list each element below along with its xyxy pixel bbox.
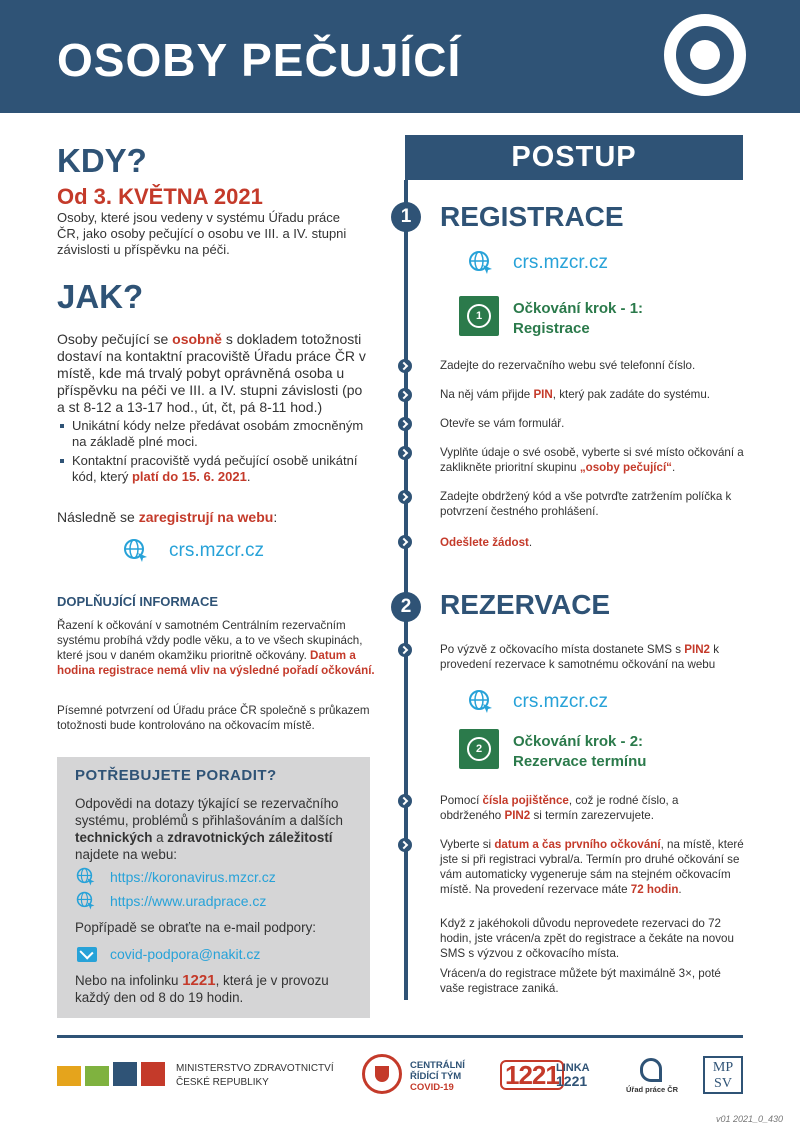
kdy-heading: KDY? [57,142,147,179]
version-code: v01 2021_0_430 [716,1114,784,1124]
linka-logo: 1221 [500,1060,564,1090]
vaccination-step-label: Očkování krok - 1: Registrace [513,300,644,337]
globe-icon [76,891,96,911]
footer-divider [57,1035,743,1038]
dopl-paragraph-2: Písemné potvrzení od Úřadu práce ČR společně s průkazem totožnosti bude kontrolováno na očkovacím místě. [57,704,370,732]
linka-name: LINKA 1221 [556,1062,590,1089]
chevron-right-icon [398,838,412,852]
list-item: Když z jakéhokoli důvodu neprovedete rezervaci do 72 hodin, jste vrácen/a zpět do registrace a čekáte na novou SMS s výzvou z očkovacího místa. [440,917,734,960]
chevron-right-icon [398,388,412,402]
postup-banner [405,135,743,180]
list-item: Vrácen/a do registrace můžete být maximálně 3×, poté vaše registrace zaniká. [440,967,721,995]
dopl-heading: DOPLŇUJÍCÍ INFORMACE [57,594,219,609]
chevron-right-icon [398,359,412,373]
help-heading: POTŘEBUJETE PORADIT? [75,767,277,784]
list-item: Zadejte obdržený kód a vše potvrďte zatržením políčka k potvrzení čestného prohlášení. [440,490,732,518]
kdy-text: Osoby, které jsou vedeny v systému Úřadu práce ČR, jako osoby pečující o osobu ve III. a IV. stupni závislosti u příspěvku na péči. [57,210,347,257]
help-text: Odpovědi na dotazy týkající se rezervačního systému, problémů s přihlašováním a dalších technických a zdravotnických záležitostí najdete na webu: [75,796,343,862]
list-item: Vyplňte údaje o své osobě, vyberte si své místo očkování a zaklikněte prioritní skupinu „osoby pečující“. [440,446,744,474]
web-link[interactable]: crs.mzcr.cz [513,252,608,273]
step-badge-number: 1 [467,304,491,328]
chevron-right-icon [398,643,412,657]
chevron-right-icon [398,446,412,460]
list-item: Odešlete žádost. [440,536,533,549]
vaccination-step-label: Očkování krok - 2: Rezervace termínu [513,733,647,770]
kdy-date: Od 3. KVĚTNA 2021 [57,184,263,209]
chevron-right-icon [398,794,412,808]
chevron-right-icon [398,490,412,504]
mpsv-logo: MP SV [703,1056,743,1094]
jak-bullets [58,418,376,488]
mzcr-name: MINISTERSTVO ZDRAVOTNICTVÍ ČESKÉ REPUBLIKY [176,1063,334,1088]
list-item: Pomocí čísla pojištěnce, což je rodné číslo, a obdrženého PIN2 si termín zarezervujete. [440,794,679,822]
uradprace-link[interactable]: https://www.uradprace.cz [110,893,267,909]
list-item: Po výzvě z očkovacího místa dostanete SMS s PIN2 k provedení rezervace k samotnému očkování na webu [440,643,720,671]
dopl-paragraph-1: Řazení k očkování v samotném Centrálním rezervačním systému probíhá vždy podle věku, a to ve všech skupinách, které jsou v daném okamžiku prioritně očkovány. Datum a hodina registrace nemá vliv na výsledné pořadí očkování. [57,619,375,677]
mail-text: Popřípadě se obraťte na e-mail podpory: [75,920,316,935]
koronavirus-link[interactable]: https://koronavirus.mzcr.cz [110,869,276,885]
list-item: Na něj vám přijde PIN, který pak zadáte do systému. [440,388,711,401]
crt-emblem-icon [362,1054,402,1094]
mail-icon [77,947,97,962]
globe-cursor-icon [468,689,494,715]
globe-icon [76,867,96,887]
list-item: Vyberte si datum a čas prvního očkování, na místě, které jste si při registraci vybral/a. Termín pro druhé očkování se vám automaticky vygeneruje sám na stejném očkovacím místě. Na provedení rezervace máte 72 hodin. [440,838,744,896]
step-title-registrace: REGISTRACE [440,201,624,232]
web-link[interactable]: crs.mzcr.cz [513,691,608,712]
jak-paragraph: Osoby pečující se osobně s dokladem totožnosti dostaví na kontaktní pracoviště Úřadu práce ČR v místě, kde má trvalý pobyt oprávněná osoba u příspěvku na péči ve III. a IV. stupni závislosti (po a st 8-12 a 13-17 hod., út, čt, pá 8-11 hod.) [57,331,366,415]
chevron-right-icon [398,417,412,431]
web-link[interactable]: crs.mzcr.cz [169,540,264,561]
step-badge-number: 2 [467,737,491,761]
mzcr-logo [57,1062,165,1086]
vaccination-step-badge [459,729,499,769]
list-item: Otevře se vám formulář. [440,417,565,430]
jak-heading: JAK? [57,278,144,315]
list-item: Unikátní kódy nelze předávat osobám zmocněným na základě plné moci. [58,418,376,450]
vaccination-step-badge [459,296,499,336]
chevron-right-icon [398,535,412,549]
urad-prace-name: Úřad práce ČR [626,1085,679,1094]
globe-cursor-icon [123,538,149,564]
target-circle-icon [664,14,746,96]
step-number-1: 1 [391,202,421,232]
page-title: OSOBY PEČUJÍCÍ [57,34,462,86]
urad-prace-logo [640,1058,662,1082]
crt-name: CENTRÁLNÍ ŘÍDÍCÍ TÝM COVID-19 [410,1060,465,1093]
step-title-rezervace: REZERVACE [440,589,611,620]
timeline-line [404,180,408,1000]
jak-then: Následně se zaregistrují na webu: [57,509,278,525]
step-number-2: 2 [391,592,421,622]
infoline-text: Nebo na infolinku 1221, která je v provozu každý den od 8 do 19 hodin. [75,972,329,1005]
list-item: Zadejte do rezervačního webu své telefonní číslo. [440,359,696,372]
support-email-link[interactable]: covid-podpora@nakit.cz [110,946,261,962]
list-item: Kontaktní pracoviště vydá pečující osobě unikátní kód, který platí do 15. 6. 2021. [58,453,376,485]
globe-cursor-icon [468,250,494,276]
postup-heading: POSTUP [511,141,637,173]
